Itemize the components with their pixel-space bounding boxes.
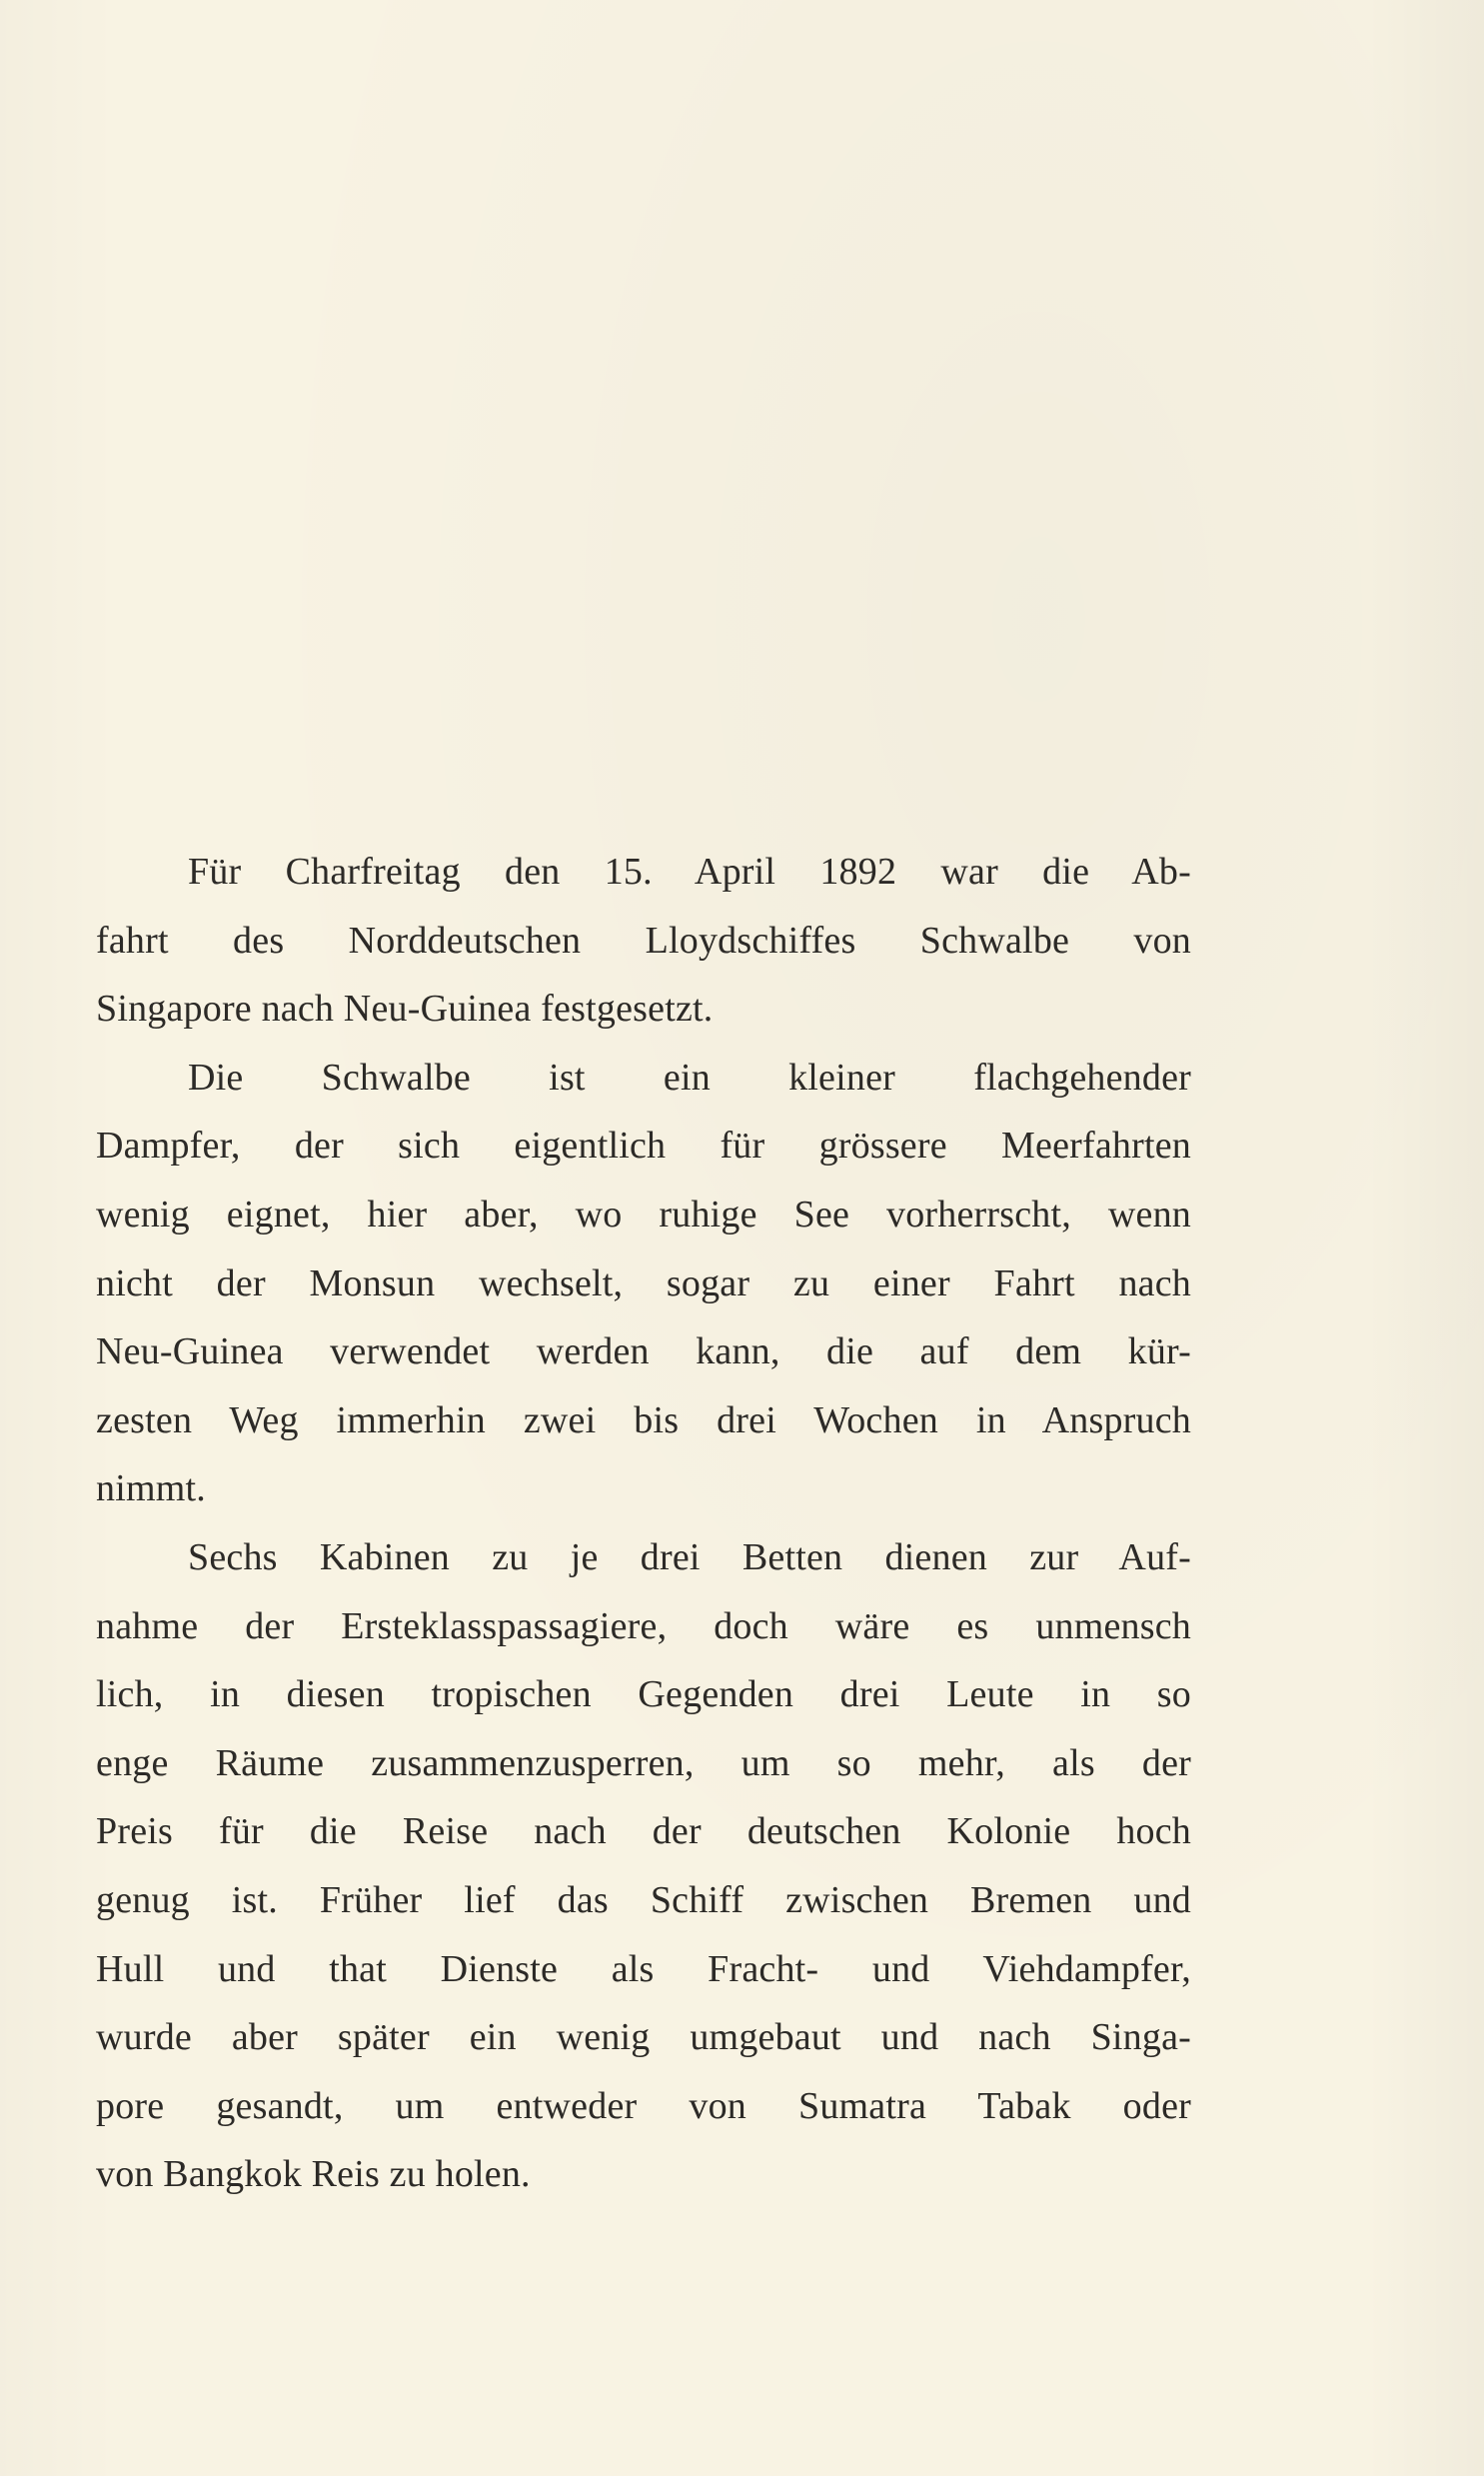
text-line: fahrt des Norddeutschen Lloydschiffes Schwalbe von [96,919,1191,962]
text-line: Die Schwalbe ist ein kleiner flachgehender [188,1056,1191,1099]
text-line: Dampfer, der sich eigentlich für grössere Meerfahrten [96,1125,1191,1168]
text-line: nimmt. [96,1467,206,1510]
text-line: Singapore nach Neu-Guinea festgesetzt. [96,988,714,1031]
text-line: genug ist. Früher lief das Schiff zwischen Bremen und [96,1878,1191,1921]
text-line: Preis für die Reise nach der deutschen Kolonie hoch [96,1810,1191,1853]
text-line: Für Charfreitag den 15. April 1892 war die Ab- [188,851,1191,893]
text-line: lich, in diesen tropischen Gegenden drei Leute in so [96,1673,1191,1716]
text-line: Hull und that Dienste als Fracht- und Viehdampfer, [96,1947,1191,1990]
text-line: pore gesandt, um entweder von Sumatra Tabak oder [96,2084,1191,2127]
text-line: wenig eignet, hier aber, wo ruhige See vorherrscht, wenn [96,1193,1191,1236]
text-line: enge Räume zusammenzusperren, um so mehr, als der [96,1741,1191,1784]
text-line: nicht der Monsun wechselt, sogar zu einer Fahrt nach [96,1261,1191,1304]
text-line: von Bangkok Reis zu holen. [96,2153,531,2196]
text-line: zesten Weg immerhin zwei bis drei Wochen in Anspruch [96,1398,1191,1441]
text-line: wurde aber später ein wenig umgebaut und nach Singa- [96,2016,1191,2059]
text-line: Neu-Guinea verwendet werden kann, die auf dem kür- [96,1330,1191,1373]
body-text [96,838,1191,2209]
text-line: nahme der Ersteklasspassagiere, doch wäre es unmensch [96,1604,1191,1647]
text-line: Sechs Kabinen zu je drei Betten dienen zur Auf- [188,1535,1191,1578]
